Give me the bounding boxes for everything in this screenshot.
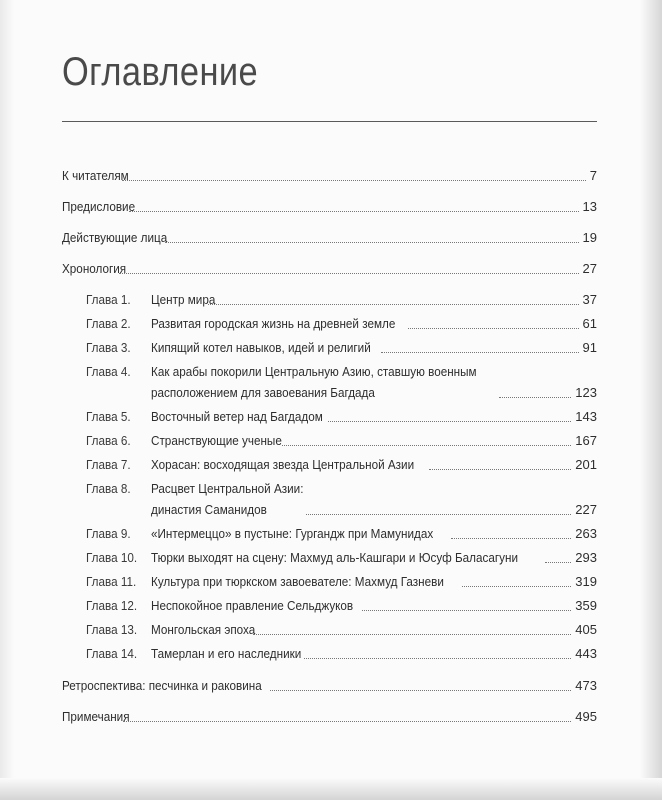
toc-chapter-14 — [62, 646, 597, 662]
chapter-title: Неспокойное правление Сельджуков — [151, 598, 354, 613]
toc-entry-label: Действующие лица — [62, 230, 168, 245]
chapter-title: Центр мира — [151, 292, 216, 307]
dot-leader — [306, 514, 571, 515]
toc-chapter-6 — [62, 433, 597, 449]
chapter-title-line-1: Расцвет Центральной Азии: — [151, 481, 304, 496]
toc-chapter-3 — [62, 340, 597, 356]
toc-entry-to-readers — [62, 168, 597, 184]
toc-page-number: 227 — [575, 502, 597, 517]
page-shadow-left — [0, 0, 14, 800]
toc-page-number: 91 — [582, 340, 597, 355]
toc-page-number: 495 — [575, 709, 597, 724]
dot-leader — [270, 690, 571, 691]
dot-leader — [123, 721, 571, 722]
toc-entry-label: Хронология — [62, 261, 127, 276]
toc-page-number: 143 — [575, 409, 597, 424]
chapter-number: Глава 1. — [86, 292, 131, 307]
toc-page-number: 473 — [575, 678, 597, 693]
toc-page-number: 405 — [575, 622, 597, 637]
chapter-title: Тамерлан и его наследники — [151, 646, 302, 661]
toc-page-number: 27 — [582, 261, 597, 276]
page-shadow-bottom — [0, 778, 662, 800]
chapter-title-line-1: Как арабы покорили Центральную Азию, ставшую военным — [151, 364, 477, 379]
chapter-number: Глава 3. — [86, 340, 131, 355]
chapter-number: Глава 8. — [86, 481, 131, 496]
dot-leader — [462, 586, 571, 587]
chapter-title: Восточный ветер над Багдадом — [151, 409, 323, 424]
table-of-contents — [62, 168, 597, 725]
dot-leader — [119, 273, 578, 274]
toc-page-number: 263 — [575, 526, 597, 541]
dot-leader — [304, 658, 571, 659]
chapter-number: Глава 9. — [86, 526, 131, 541]
toc-page-number: 19 — [582, 230, 597, 245]
dot-leader — [328, 421, 571, 422]
dot-leader — [545, 562, 572, 563]
chapter-number: Глава 5. — [86, 409, 131, 424]
toc-page-number: 167 — [575, 433, 597, 448]
toc-page-number: 443 — [575, 646, 597, 661]
page-shadow-right — [640, 0, 662, 800]
toc-chapter-4 — [62, 364, 597, 401]
toc-page-number: 201 — [575, 457, 597, 472]
toc-page-number: 7 — [589, 168, 597, 183]
toc-chapter-9 — [62, 526, 597, 542]
toc-chapter-7 — [62, 457, 597, 473]
chapter-title: Монгольская эпоха — [151, 622, 256, 637]
page-title: Оглавление — [62, 50, 259, 94]
toc-entry-preface — [62, 199, 597, 215]
dot-leader — [122, 180, 586, 181]
chapter-number: Глава 11. — [86, 574, 137, 589]
toc-entry-label: К читателям — [62, 168, 129, 183]
toc-page-number: 293 — [575, 550, 597, 565]
toc-entry-retrospective — [62, 678, 597, 694]
toc-page-number: 61 — [582, 316, 597, 331]
dot-leader — [451, 538, 572, 539]
chapter-title: Хорасан: восходящая звезда Центральной Азии — [151, 457, 415, 472]
chapter-number: Глава 12. — [86, 598, 138, 613]
toc-entry-chronology — [62, 261, 597, 277]
toc-chapter-1 — [62, 292, 597, 308]
chapter-title: Развитая городская жизнь на древней земле — [151, 316, 396, 331]
dot-leader — [499, 397, 572, 398]
chapter-number: Глава 14. — [86, 646, 138, 661]
dot-leader — [208, 304, 578, 305]
toc-entry-notes — [62, 709, 597, 725]
dot-leader — [129, 211, 578, 212]
chapter-number: Глава 2. — [86, 316, 131, 331]
dot-leader — [381, 352, 578, 353]
dot-leader — [362, 610, 572, 611]
toc-page-number: 319 — [575, 574, 597, 589]
chapter-number: Глава 4. — [86, 364, 131, 379]
toc-page-number: 13 — [582, 199, 597, 214]
toc-chapter-12 — [62, 598, 597, 614]
toc-entry-label: Ретроспектива: песчинка и раковина — [62, 678, 262, 693]
toc-chapter-13 — [62, 622, 597, 638]
chapter-number: Глава 7. — [86, 457, 131, 472]
chapter-number: Глава 6. — [86, 433, 131, 448]
toc-page-number: 37 — [582, 292, 597, 307]
toc-chapter-8 — [62, 481, 597, 518]
chapter-title-line-2: династия Саманидов — [151, 502, 267, 517]
chapter-title: «Интермеццо» в пустыне: Гургандж при Мамунидах — [151, 526, 434, 541]
chapter-title: Тюрки выходят на сцену: Махмуд аль-Кашгари и Юсуф Баласагуни — [151, 550, 518, 565]
chapter-title: Странствующие ученые — [151, 433, 282, 448]
toc-chapter-2 — [62, 316, 597, 332]
chapter-number: Глава 10. — [86, 550, 138, 565]
toc-page-number: 123 — [575, 385, 597, 400]
dot-leader — [253, 634, 571, 635]
toc-chapter-5 — [62, 409, 597, 425]
dot-leader — [165, 242, 579, 243]
chapter-title-line-2: расположением для завоевания Багдада — [151, 385, 375, 400]
chapter-number: Глава 13. — [86, 622, 138, 637]
toc-entry-label: Предисловие — [62, 199, 136, 214]
toc-chapter-11 — [62, 574, 597, 590]
dot-leader — [408, 328, 578, 329]
title-rule — [62, 121, 597, 122]
chapter-title: Культура при тюркском завоевателе: Махмуд Газневи — [151, 574, 444, 589]
toc-chapter-10 — [62, 550, 597, 566]
toc-entry-characters — [62, 230, 597, 246]
toc-page-number: 359 — [575, 598, 597, 613]
dot-leader — [282, 445, 571, 446]
toc-entry-label: Примечания — [62, 709, 130, 724]
chapter-title: Кипящий котел навыков, идей и религий — [151, 340, 371, 355]
dot-leader — [429, 469, 571, 470]
